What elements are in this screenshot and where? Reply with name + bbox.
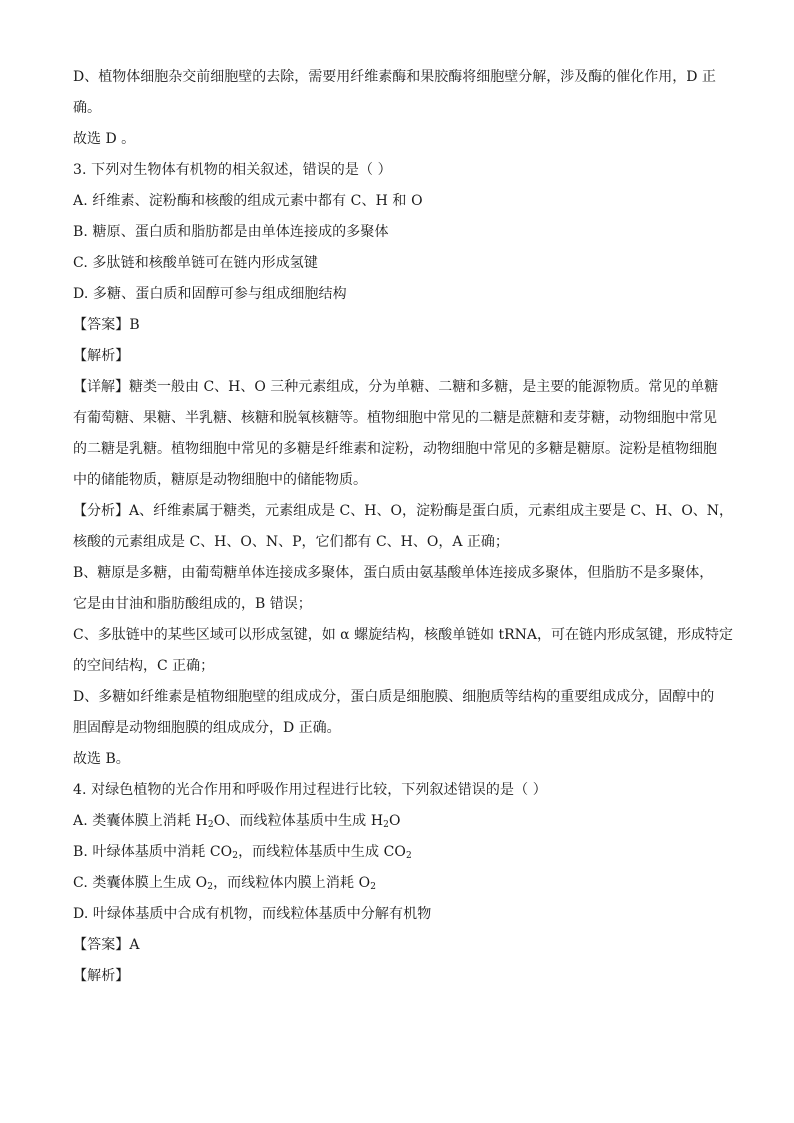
detail-line: 的二糖是乳糖。植物细胞中常见的多糖是纤维素和淀粉，动物细胞中常见的多糖是糖原。淀粉是植物细胞 xyxy=(73,441,717,457)
text-segment: A. 类囊体膜上消耗 H xyxy=(73,813,208,829)
analysis-line: B、糖原是多糖，由葡萄糖单体连接成多聚体，蛋白质由氨基酸单体连接成多聚体，但脂肪不是多聚体， xyxy=(73,565,714,581)
conclusion-line: 故选 D 。 xyxy=(73,131,136,147)
subscript: 2 xyxy=(207,820,214,830)
analysis-line: C、多肽链中的某些区域可以形成氢键，如 α 螺旋结构，核酸单链如 tRNA，可在链内形成氢键，形成特定 xyxy=(73,627,734,643)
analysis-line: 核酸的元素组成是 C、H、O、N、P，它们都有 C、H、O，A 正确； xyxy=(73,534,509,550)
text-segment: O xyxy=(388,813,401,829)
question-3-answer: 【答案】B xyxy=(73,317,140,333)
text-segment: ，而线粒体内膜上消耗 O xyxy=(213,875,371,891)
question-4-option-d: D. 叶绿体基质中合成有机物，而线粒体基质中分解有机物 xyxy=(73,906,432,922)
question-4-analysis-heading: 【解析】 xyxy=(73,968,130,984)
analysis-line: D、多糖如纤维素是植物细胞壁的组成成分，蛋白质是细胞膜、细胞质等结构的重要组成成分，固醇中的 xyxy=(73,689,715,705)
analysis-line: 【分析】A、纤维素属于糖类，元素组成是 C、H、O，淀粉酶是蛋白质，元素组成主要是 C、H、O、N， xyxy=(73,503,734,519)
question-4-option-b xyxy=(73,837,723,868)
question-4-stem: 4. 对绿色植物的光合作用和呼吸作用过程进行比较，下列叙述错误的是（ ） xyxy=(73,782,547,798)
question-3-option-b: B. 糖原、蛋白质和脂肪都是由单体连接成的多聚体 xyxy=(73,224,389,240)
question-3-analysis-heading: 【解析】 xyxy=(73,348,130,364)
paragraph-line: 确。 xyxy=(73,100,101,116)
detail-line: 【详解】糖类一般由 C、H、O 三种元素组成，分为单糖、二糖和多糖，是主要的能源物质。常见的单糖 xyxy=(73,379,719,395)
conclusion-line: 故选 B。 xyxy=(73,751,130,767)
question-3-stem: 3. 下列对生物体有机物的相关叙述，错误的是（ ） xyxy=(73,162,392,178)
subscript: 2 xyxy=(383,820,389,830)
subscript: 2 xyxy=(406,851,412,861)
subscript: 2 xyxy=(232,851,239,861)
detail-line: 有葡萄糖、果糖、半乳糖、核糖和脱氧核糖等。植物细胞中常见的二糖是蔗糖和麦芽糖，动物细胞中常见 xyxy=(73,410,717,426)
question-4-answer: 【答案】A xyxy=(73,937,140,953)
question-4-option-c xyxy=(73,868,723,899)
question-4-option-a xyxy=(73,806,723,837)
question-3-option-d: D. 多糖、蛋白质和固醇可参与组成细胞结构 xyxy=(73,286,347,302)
document-page xyxy=(73,62,734,992)
text-segment: B. 叶绿体基质中消耗 CO xyxy=(73,844,233,860)
text-segment: O、而线粒体基质中生成 H xyxy=(213,813,384,829)
question-3-option-c: C. 多肽链和核酸单链可在链内形成氢键 xyxy=(73,255,319,271)
text-segment: C. 类囊体膜上生成 O xyxy=(73,875,208,891)
detail-line: 中的储能物质，糖原是动物细胞中的储能物质。 xyxy=(73,472,367,488)
analysis-line: 它是由甘油和脂肪酸组成的，B 错误； xyxy=(73,596,312,612)
subscript: 2 xyxy=(207,882,214,892)
question-3-option-a: A. 纤维素、淀粉酶和核酸的组成元素中都有 C、H 和 O xyxy=(73,193,423,209)
paragraph-line: D、植物体细胞杂交前细胞壁的去除，需要用纤维素酶和果胶酶将细胞壁分解，涉及酶的催化作用，D 正 xyxy=(73,69,716,85)
subscript: 2 xyxy=(370,882,377,892)
analysis-line: 的空间结构，C 正确； xyxy=(73,658,215,674)
text-segment: ，而线粒体基质中生成 CO xyxy=(238,844,407,860)
analysis-line: 胆固醇是动物细胞膜的组成成分，D 正确。 xyxy=(73,720,341,736)
